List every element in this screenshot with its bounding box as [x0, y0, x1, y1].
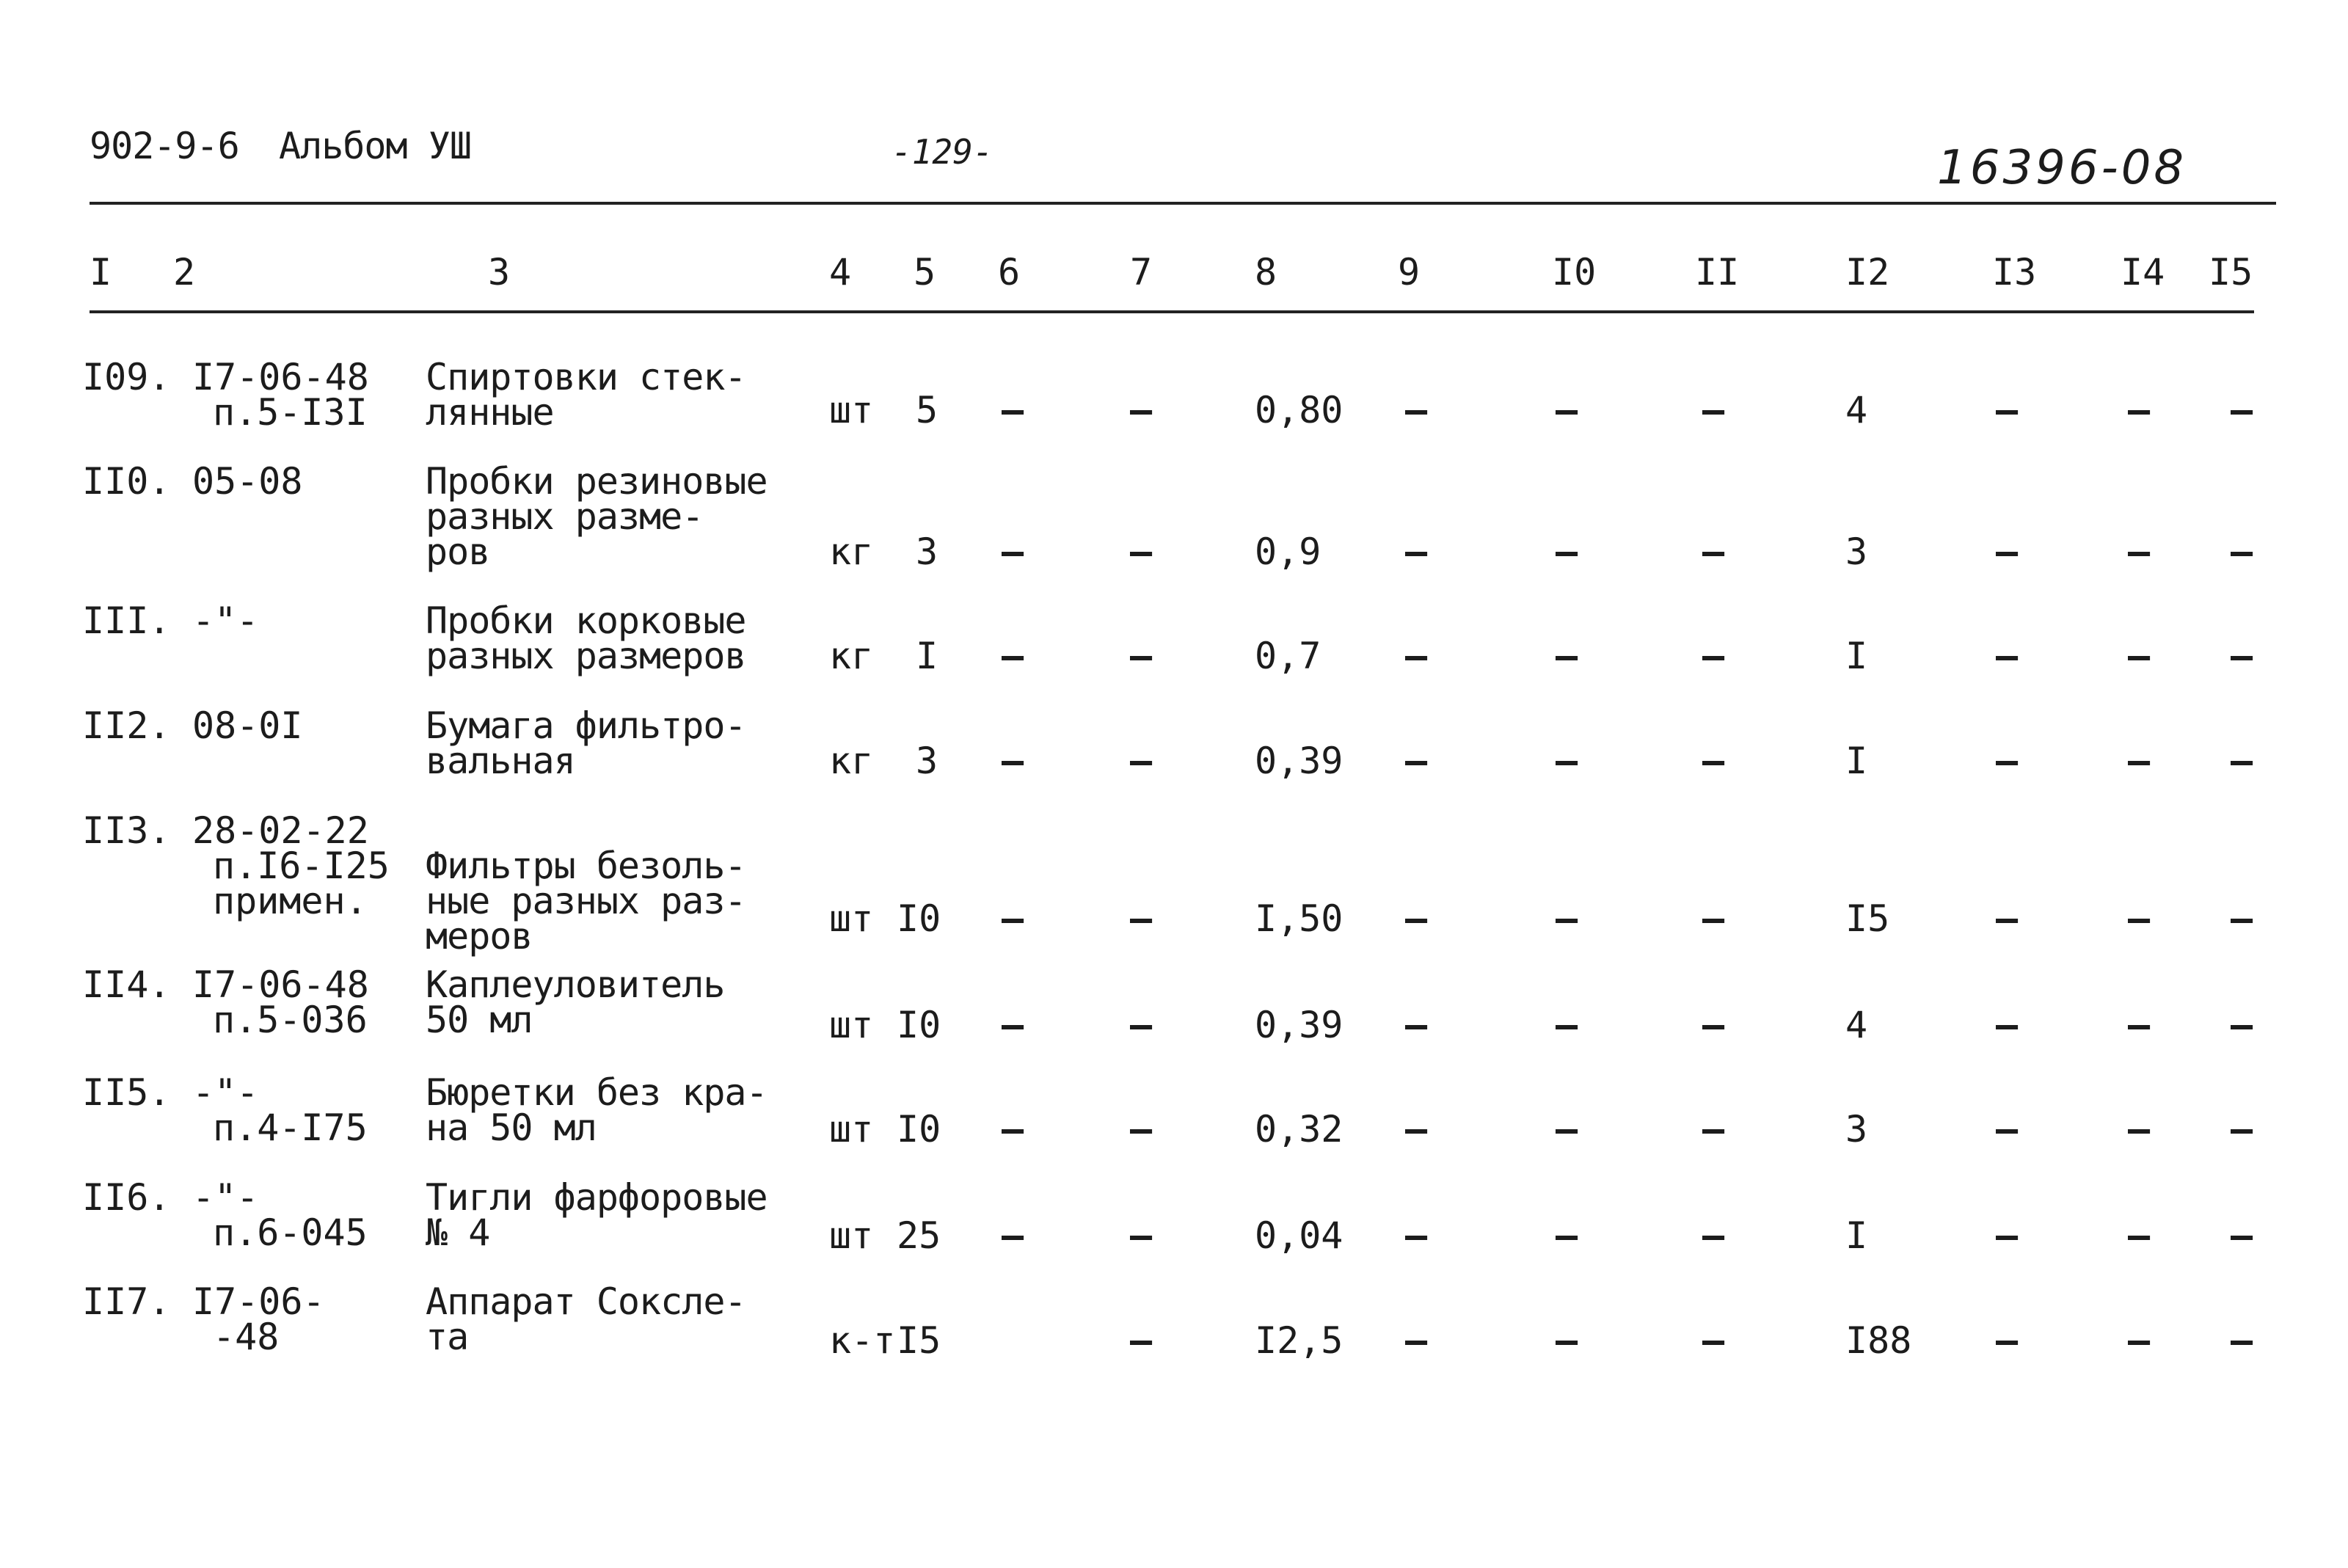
reference-code: примен.: [213, 880, 368, 922]
unit-price: 0,32: [1255, 1108, 1343, 1151]
empty-value-dash: –: [2231, 897, 2253, 940]
total-amount: 3: [1845, 530, 1868, 573]
empty-value-dash: –: [1002, 897, 1024, 940]
unit: шт: [829, 1108, 874, 1151]
reference-code: -"-: [192, 1176, 259, 1219]
item-name: Каплеуловитель: [426, 963, 725, 1006]
total-amount: I88: [1845, 1319, 1912, 1362]
page-number: -129-: [892, 132, 993, 172]
empty-value-dash: –: [1702, 530, 1725, 573]
unit: шт: [829, 1004, 874, 1046]
empty-value-dash: –: [1702, 1214, 1725, 1257]
item-name: ные разных раз-: [426, 880, 746, 922]
column-number-1: I: [90, 251, 112, 293]
header-rule: [90, 310, 2254, 313]
empty-value-dash: –: [1405, 1214, 1428, 1257]
empty-value-dash: –: [1002, 530, 1024, 573]
empty-value-dash: –: [2128, 897, 2151, 940]
empty-value-dash: –: [2128, 635, 2151, 677]
unit-price: I,50: [1255, 897, 1343, 940]
unit-price: 0,80: [1255, 389, 1343, 431]
column-number-12: I2: [1845, 251, 1890, 293]
column-number-3: 3: [488, 251, 511, 293]
item-name: лянные: [426, 391, 554, 434]
unit: к-т: [829, 1319, 896, 1362]
empty-value-dash: –: [1130, 1004, 1153, 1046]
empty-value-dash: –: [1405, 1108, 1428, 1151]
empty-value-dash: –: [1130, 530, 1153, 573]
empty-value-dash: –: [1556, 897, 1578, 940]
empty-value-dash: –: [1405, 1004, 1428, 1046]
row-number: II5.: [82, 1071, 171, 1114]
empty-value-dash: –: [1130, 1214, 1153, 1257]
empty-value-dash: –: [1002, 740, 1024, 782]
empty-value-dash: –: [2128, 389, 2151, 431]
empty-value-dash: –: [1002, 1214, 1024, 1257]
total-amount: I5: [1845, 897, 1890, 940]
quantity: I5: [897, 1319, 941, 1362]
item-name: Бумага фильтро-: [426, 704, 746, 747]
column-number-9: 9: [1398, 251, 1421, 293]
item-name: Пробки резиновые: [426, 460, 768, 503]
empty-value-dash: –: [1702, 740, 1725, 782]
reference-code: п.4-I75: [213, 1106, 368, 1149]
empty-value-dash: –: [1556, 1108, 1578, 1151]
item-name: меров: [426, 915, 533, 958]
empty-value-dash: –: [1702, 635, 1725, 677]
total-amount: 4: [1845, 1004, 1868, 1046]
empty-value-dash: –: [1556, 1319, 1578, 1362]
empty-value-dash: –: [2128, 1108, 2151, 1151]
reference-code: 05-08: [192, 460, 303, 503]
column-number-8: 8: [1255, 251, 1277, 293]
empty-value-dash: –: [1556, 635, 1578, 677]
empty-value-dash: –: [1130, 1319, 1153, 1362]
empty-value-dash: –: [1130, 897, 1153, 940]
empty-value-dash: –: [2231, 740, 2253, 782]
unit: кг: [829, 530, 874, 573]
column-number-5: 5: [914, 251, 936, 293]
empty-value-dash: –: [1130, 1108, 1153, 1151]
empty-value-dash: –: [1996, 1319, 2019, 1362]
reference-code: I7-06-48: [192, 963, 369, 1006]
quantity: 25: [897, 1214, 941, 1257]
quantity: 5: [916, 389, 938, 431]
empty-value-dash: –: [1996, 530, 2019, 573]
empty-value-dash: –: [2231, 635, 2253, 677]
column-number-4: 4: [829, 251, 852, 293]
column-number-6: 6: [998, 251, 1021, 293]
empty-value-dash: –: [2128, 740, 2151, 782]
reference-code: -48: [213, 1316, 280, 1358]
unit-price: 0,39: [1255, 740, 1343, 782]
empty-value-dash: –: [1405, 1319, 1428, 1362]
unit: шт: [829, 1214, 874, 1257]
item-name: разных разме-: [426, 495, 704, 538]
quantity: I: [916, 635, 938, 677]
reference-code: -"-: [192, 599, 259, 642]
unit: кг: [829, 740, 874, 782]
empty-value-dash: –: [1002, 1108, 1024, 1151]
column-number-7: 7: [1130, 251, 1153, 293]
total-amount: 4: [1845, 389, 1868, 431]
row-number: II2.: [82, 704, 171, 747]
empty-value-dash: –: [1556, 740, 1578, 782]
empty-value-dash: –: [1996, 1108, 2019, 1151]
empty-value-dash: –: [1130, 635, 1153, 677]
item-name: вальная: [426, 740, 575, 782]
total-amount: I: [1845, 1214, 1868, 1257]
empty-value-dash: –: [1996, 1004, 2019, 1046]
empty-value-dash: –: [1405, 897, 1428, 940]
row-number: II6.: [82, 1176, 171, 1219]
empty-value-dash: –: [1556, 389, 1578, 431]
empty-value-dash: –: [1405, 740, 1428, 782]
empty-value-dash: –: [2231, 1214, 2253, 1257]
empty-value-dash: –: [1002, 389, 1024, 431]
unit: шт: [829, 897, 874, 940]
empty-value-dash: –: [1702, 1004, 1725, 1046]
unit-price: 0,39: [1255, 1004, 1343, 1046]
item-name: № 4: [426, 1211, 490, 1254]
quantity: I0: [897, 1004, 941, 1046]
empty-value-dash: –: [1130, 389, 1153, 431]
empty-value-dash: –: [1996, 740, 2019, 782]
item-name: Спиртовки стек-: [426, 356, 746, 398]
empty-value-dash: –: [2128, 530, 2151, 573]
empty-value-dash: –: [2128, 1004, 2151, 1046]
reference-code: п.5-I3I: [213, 391, 368, 434]
empty-value-dash: –: [1405, 635, 1428, 677]
reference-code: I7-06-48: [192, 356, 369, 398]
handwritten-number: 16396-08: [1937, 141, 2187, 195]
empty-value-dash: –: [1130, 740, 1153, 782]
album-label: Альбом УШ: [279, 125, 471, 167]
row-number: II4.: [82, 963, 171, 1006]
document-code: 902-9-6: [90, 125, 239, 167]
unit-price: 0,9: [1255, 530, 1321, 573]
empty-value-dash: –: [1702, 897, 1725, 940]
quantity: 3: [916, 530, 938, 573]
total-amount: I: [1845, 740, 1868, 782]
column-number-10: I0: [1552, 251, 1597, 293]
item-name: Пробки корковые: [426, 599, 746, 642]
reference-code: -"-: [192, 1071, 259, 1114]
total-amount: 3: [1845, 1108, 1868, 1151]
empty-value-dash: –: [1002, 635, 1024, 677]
item-name: Бюретки без кра-: [426, 1071, 768, 1114]
item-name: 50 мл: [426, 999, 533, 1041]
empty-value-dash: –: [1702, 1108, 1725, 1151]
item-name: разных размеров: [426, 635, 746, 677]
empty-value-dash: –: [1996, 389, 2019, 431]
empty-value-dash: –: [2128, 1319, 2151, 1362]
column-number-11: II: [1695, 251, 1740, 293]
row-number: III.: [82, 599, 171, 642]
unit-price: 0,7: [1255, 635, 1321, 677]
item-name: Фильтры безоль-: [426, 845, 746, 887]
item-name: та: [426, 1316, 469, 1358]
total-amount: I: [1845, 635, 1868, 677]
empty-value-dash: –: [2128, 1214, 2151, 1257]
empty-value-dash: –: [1996, 635, 2019, 677]
row-number: I09.: [82, 356, 171, 398]
row-number: II7.: [82, 1280, 171, 1323]
top-rule: [90, 202, 2276, 205]
item-name: Аппарат Соксле-: [426, 1280, 746, 1323]
empty-value-dash: –: [1996, 1214, 2019, 1257]
unit: шт: [829, 389, 874, 431]
unit: кг: [829, 635, 874, 677]
empty-value-dash: –: [2231, 389, 2253, 431]
reference-code: п.I6-I25: [213, 845, 390, 887]
item-name: Тигли фарфоровые: [426, 1176, 768, 1219]
column-number-2: 2: [173, 251, 196, 293]
unit-price: I2,5: [1255, 1319, 1343, 1362]
reference-code: п.6-045: [213, 1211, 368, 1254]
row-number: II0.: [82, 460, 171, 503]
empty-value-dash: –: [2231, 1319, 2253, 1362]
quantity: I0: [897, 1108, 941, 1151]
quantity: I0: [897, 897, 941, 940]
empty-value-dash: –: [2231, 530, 2253, 573]
empty-value-dash: –: [1702, 1319, 1725, 1362]
reference-code: I7-06-: [192, 1280, 325, 1323]
column-number-15: I5: [2209, 251, 2253, 293]
empty-value-dash: –: [1556, 1214, 1578, 1257]
item-name: на 50 мл: [426, 1106, 597, 1149]
empty-value-dash: –: [2231, 1004, 2253, 1046]
quantity: 3: [916, 740, 938, 782]
column-number-14: I4: [2121, 251, 2165, 293]
empty-value-dash: –: [2231, 1108, 2253, 1151]
row-number: II3.: [82, 809, 171, 852]
empty-value-dash: –: [1702, 389, 1725, 431]
reference-code: п.5-036: [213, 999, 368, 1041]
reference-code: 08-0I: [192, 704, 303, 747]
unit-price: 0,04: [1255, 1214, 1343, 1257]
reference-code: 28-02-22: [192, 809, 369, 852]
empty-value-dash: –: [1556, 530, 1578, 573]
item-name: ров: [426, 530, 490, 573]
empty-value-dash: –: [1405, 530, 1428, 573]
empty-value-dash: –: [1996, 897, 2019, 940]
empty-value-dash: –: [1002, 1004, 1024, 1046]
empty-value-dash: –: [1556, 1004, 1578, 1046]
column-number-13: I3: [1992, 251, 2037, 293]
empty-value-dash: –: [1405, 389, 1428, 431]
